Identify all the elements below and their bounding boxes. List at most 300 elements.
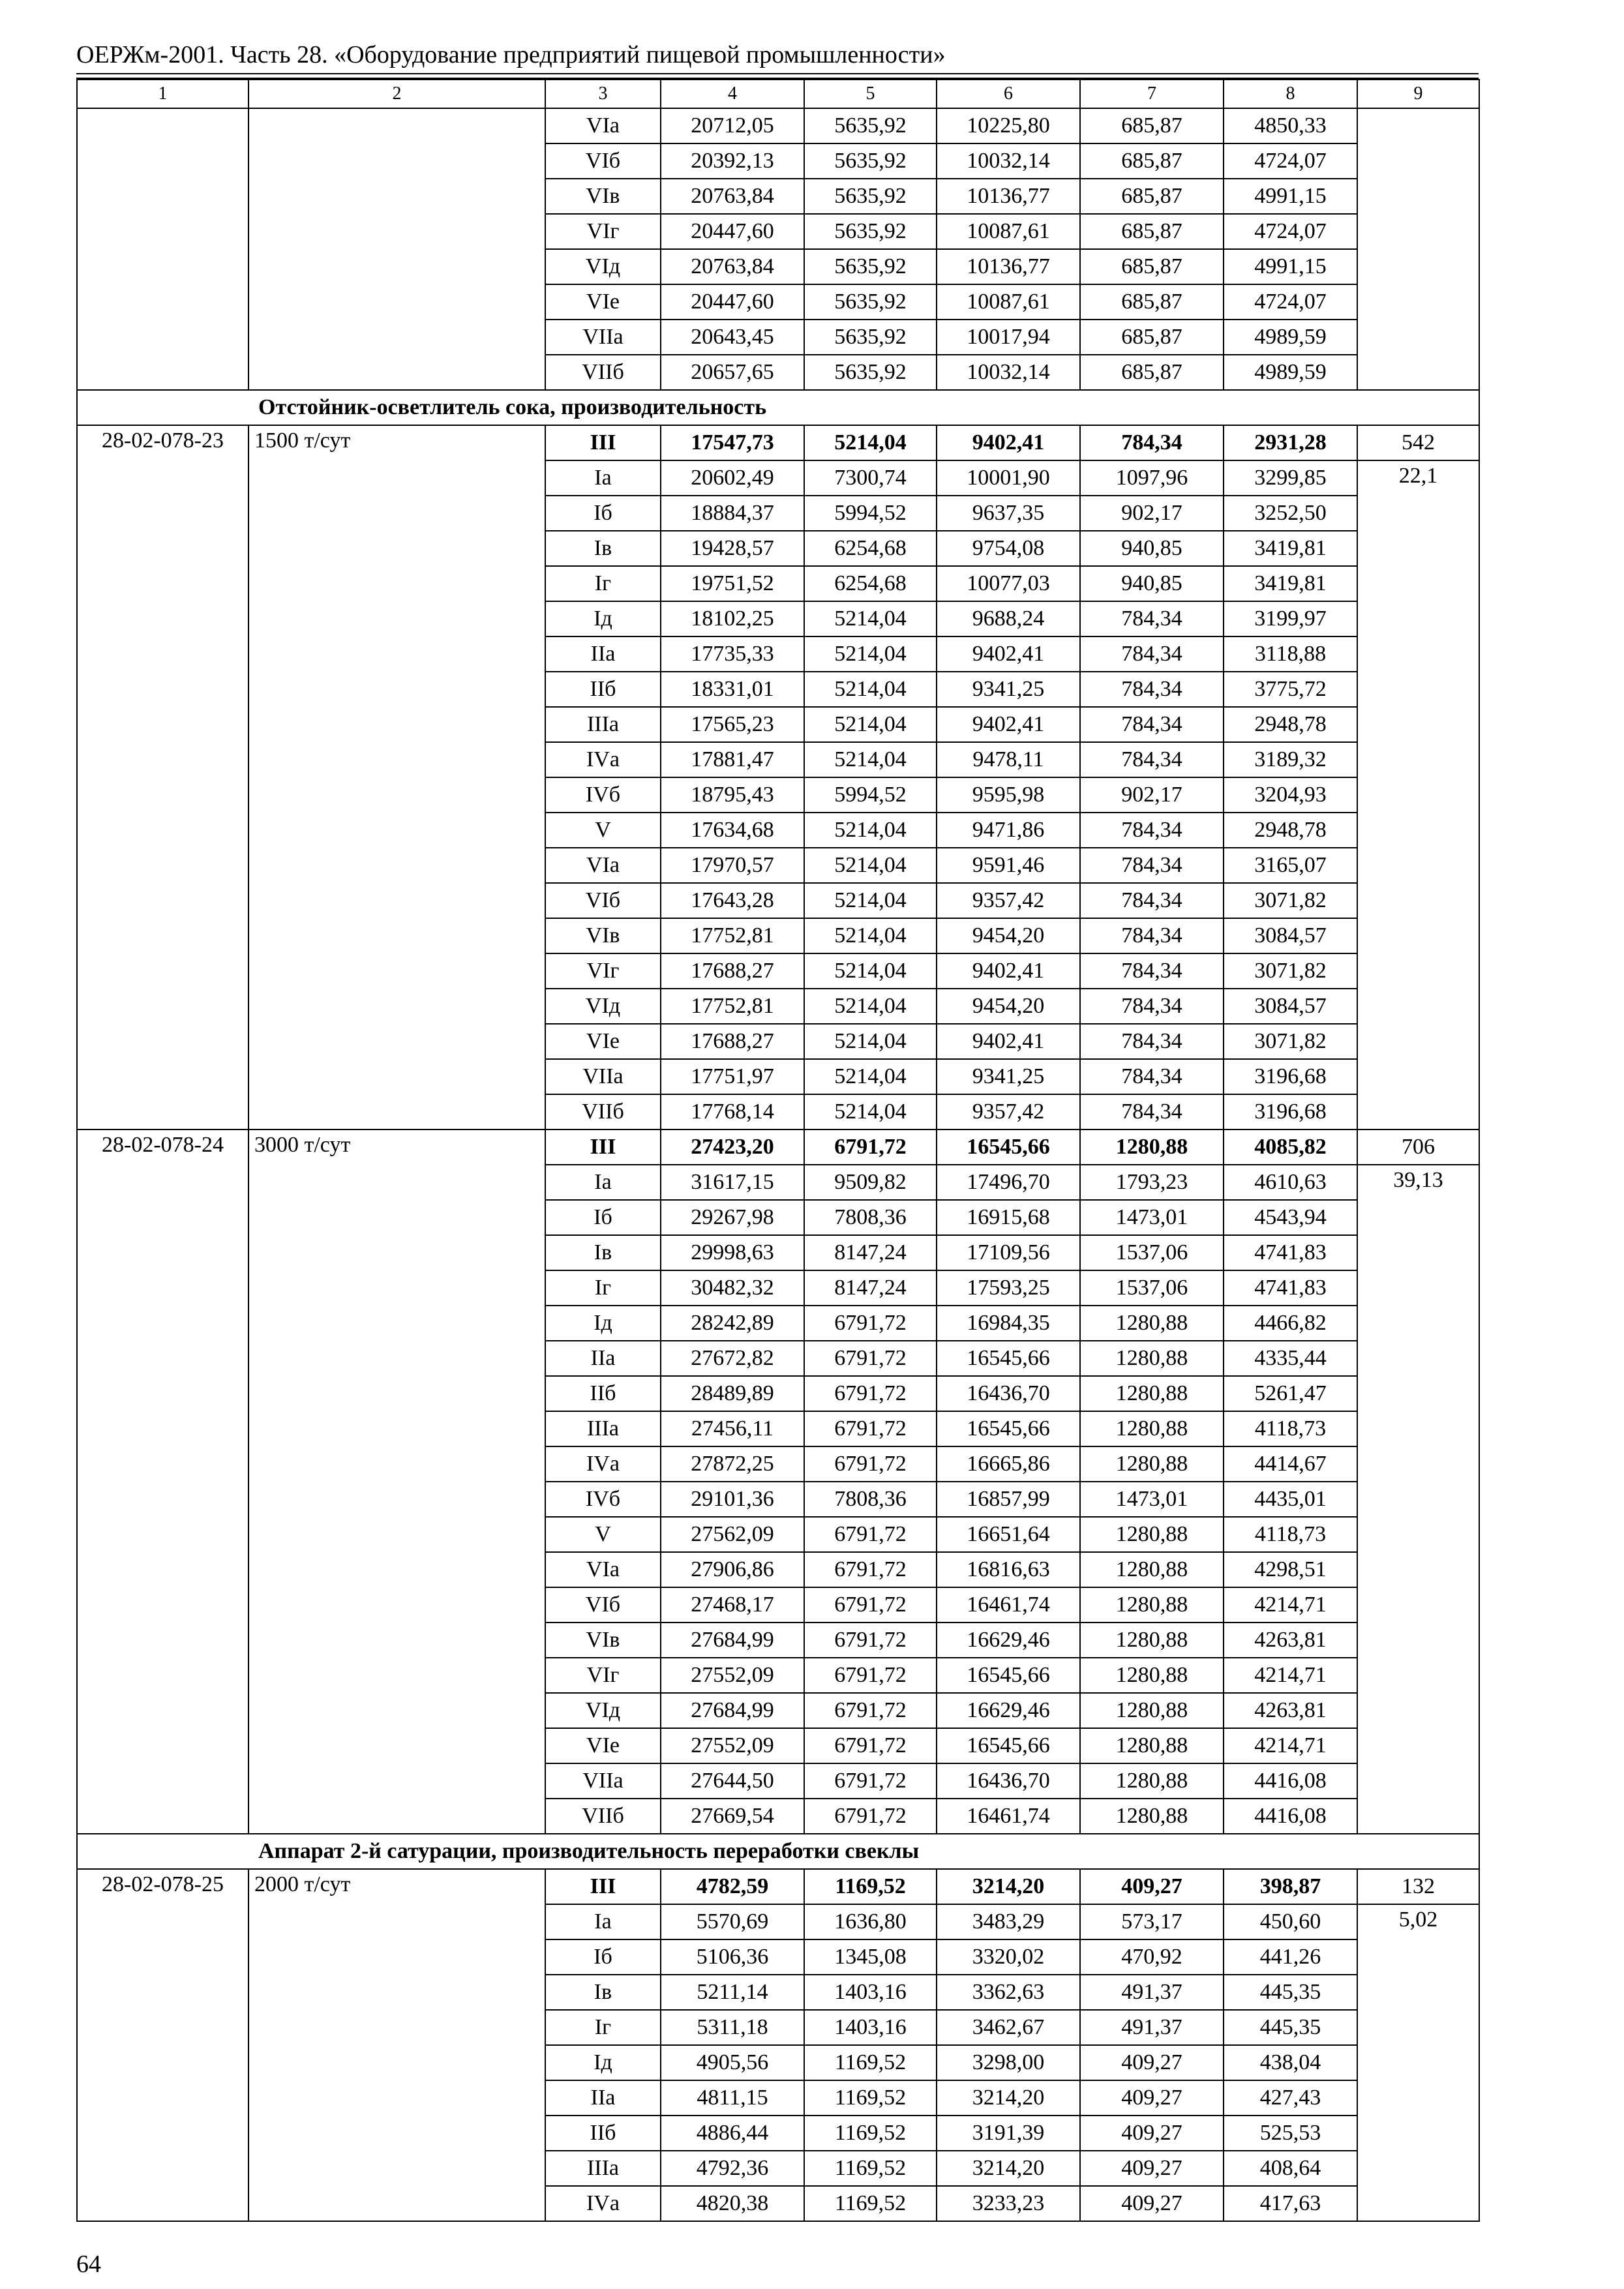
zone-cell: IIа (545, 636, 661, 672)
value-cell: 27684,99 (661, 1693, 804, 1728)
value-cell: 5214,04 (804, 425, 937, 460)
value-cell: 1403,16 (804, 1975, 937, 2010)
value-cell: 10136,77 (937, 249, 1080, 284)
value-cell: 1280,88 (1080, 1130, 1224, 1165)
value-cell: 19751,52 (661, 566, 804, 601)
value-cell: 6254,68 (804, 566, 937, 601)
value-cell: 27644,50 (661, 1763, 804, 1799)
value-cell: 4991,15 (1224, 249, 1357, 284)
value-cell: 9402,41 (937, 953, 1080, 989)
value-cell: 16915,68 (937, 1200, 1080, 1235)
value-cell: 784,34 (1080, 989, 1224, 1024)
value-cell: 5994,52 (804, 777, 937, 813)
code-cell: 28-02-078-24 (77, 1130, 248, 1834)
value-cell: 4118,73 (1224, 1517, 1357, 1552)
value-cell: 3462,67 (937, 2010, 1080, 2045)
table-row (77, 1130, 1479, 1165)
value-cell: 1169,52 (804, 2116, 937, 2151)
value-cell: 1280,88 (1080, 1552, 1224, 1587)
value-cell: 9454,20 (937, 989, 1080, 1024)
column-number: 1 (77, 80, 248, 108)
capacity-cell (248, 320, 545, 355)
resource-cell (1357, 320, 1479, 355)
value-cell: 9637,35 (937, 496, 1080, 531)
zone-cell: IIб (545, 2116, 661, 2151)
value-cell: 3204,93 (1224, 777, 1357, 813)
value-cell: 940,85 (1080, 566, 1224, 601)
value-cell: 784,34 (1080, 636, 1224, 672)
value-cell: 28489,89 (661, 1376, 804, 1411)
value-cell: 16984,35 (937, 1306, 1080, 1341)
value-cell: 450,60 (1224, 1904, 1357, 1939)
zone-cell: VIа (545, 848, 661, 883)
value-cell: 9402,41 (937, 425, 1080, 460)
value-cell: 1280,88 (1080, 1306, 1224, 1341)
value-cell: 685,87 (1080, 320, 1224, 355)
value-cell: 784,34 (1080, 953, 1224, 989)
value-cell: 3775,72 (1224, 672, 1357, 707)
table-row (77, 179, 1479, 214)
value-cell: 4724,07 (1224, 143, 1357, 179)
value-cell: 4214,71 (1224, 1728, 1357, 1763)
value-cell: 27468,17 (661, 1587, 804, 1623)
value-cell: 3196,68 (1224, 1094, 1357, 1130)
value-cell: 5214,04 (804, 989, 937, 1024)
capacity-cell (248, 249, 545, 284)
value-cell: 1169,52 (804, 2045, 937, 2080)
value-cell: 16857,99 (937, 1482, 1080, 1517)
value-cell: 4989,59 (1224, 320, 1357, 355)
zone-cell: Iг (545, 1270, 661, 1306)
value-cell: 27872,25 (661, 1446, 804, 1482)
value-cell: 1403,16 (804, 2010, 937, 2045)
value-cell: 5214,04 (804, 601, 937, 636)
value-cell: 1169,52 (804, 1869, 937, 1904)
value-cell: 1280,88 (1080, 1517, 1224, 1552)
value-cell: 5214,04 (804, 813, 937, 848)
value-cell: 4811,15 (661, 2080, 804, 2116)
value-cell: 20657,65 (661, 355, 804, 390)
zone-cell: VIIа (545, 1763, 661, 1799)
value-cell: 3419,81 (1224, 531, 1357, 566)
value-cell: 6791,72 (804, 1728, 937, 1763)
value-cell: 470,92 (1080, 1939, 1224, 1975)
value-cell: 29267,98 (661, 1200, 804, 1235)
zone-cell: VIе (545, 1728, 661, 1763)
value-cell: 491,37 (1080, 1975, 1224, 2010)
value-cell: 6791,72 (804, 1306, 937, 1341)
value-cell: 18331,01 (661, 672, 804, 707)
value-cell: 16545,66 (937, 1658, 1080, 1693)
page-header: ОЕРЖм-2001. Часть 28. «Оборудование предприятий пищевой промышленности» (76, 41, 946, 68)
value-cell: 20643,45 (661, 320, 804, 355)
value-cell: 9357,42 (937, 1094, 1080, 1130)
value-cell: 17970,57 (661, 848, 804, 883)
value-cell: 685,87 (1080, 284, 1224, 320)
column-number: 2 (248, 80, 545, 108)
value-cell: 16545,66 (937, 1728, 1080, 1763)
value-cell: 16461,74 (937, 1587, 1080, 1623)
value-cell: 5214,04 (804, 672, 937, 707)
value-cell: 9341,25 (937, 672, 1080, 707)
value-cell: 5214,04 (804, 883, 937, 918)
value-cell: 30482,32 (661, 1270, 804, 1306)
value-cell: 17688,27 (661, 1024, 804, 1059)
resource-cell: 706 (1357, 1130, 1479, 1165)
column-number: 8 (1224, 80, 1357, 108)
value-cell: 1169,52 (804, 2186, 937, 2221)
zone-cell: IIа (545, 2080, 661, 2116)
value-cell: 10032,14 (937, 355, 1080, 390)
value-cell: 4782,59 (661, 1869, 804, 1904)
value-cell: 5635,92 (804, 179, 937, 214)
value-cell: 9402,41 (937, 707, 1080, 742)
value-cell: 3165,07 (1224, 848, 1357, 883)
value-cell: 6791,72 (804, 1411, 937, 1446)
capacity-cell: 2000 т/сут (248, 1869, 545, 2221)
value-cell: 17634,68 (661, 813, 804, 848)
zone-cell: VIд (545, 249, 661, 284)
value-cell: 4741,83 (1224, 1270, 1357, 1306)
code-cell (77, 284, 248, 320)
value-cell: 784,34 (1080, 425, 1224, 460)
resource-cell: 132 (1357, 1869, 1479, 1904)
value-cell: 409,27 (1080, 2045, 1224, 2080)
value-cell: 2948,78 (1224, 707, 1357, 742)
value-cell: 16816,63 (937, 1552, 1080, 1587)
value-cell: 427,43 (1224, 2080, 1357, 2116)
value-cell: 9591,46 (937, 848, 1080, 883)
value-cell: 3189,32 (1224, 742, 1357, 777)
value-cell: 902,17 (1080, 777, 1224, 813)
value-cell: 27562,09 (661, 1517, 804, 1552)
value-cell: 1169,52 (804, 2080, 937, 2116)
value-cell: 417,63 (1224, 2186, 1357, 2221)
value-cell: 784,34 (1080, 672, 1224, 707)
value-cell: 3071,82 (1224, 883, 1357, 918)
value-cell: 5214,04 (804, 953, 937, 989)
zone-cell: VIе (545, 1024, 661, 1059)
resource-cell: 39,13 (1357, 1165, 1479, 1834)
value-cell: 685,87 (1080, 143, 1224, 179)
value-cell: 28242,89 (661, 1306, 804, 1341)
value-cell: 17593,25 (937, 1270, 1080, 1306)
zone-cell: VIIб (545, 1799, 661, 1834)
value-cell: 4416,08 (1224, 1799, 1357, 1834)
section-spacer (77, 390, 248, 425)
zone-cell: VIд (545, 989, 661, 1024)
value-cell: 17768,14 (661, 1094, 804, 1130)
value-cell: 685,87 (1080, 179, 1224, 214)
zone-cell: IIIа (545, 2151, 661, 2186)
value-cell: 2948,78 (1224, 813, 1357, 848)
value-cell: 6254,68 (804, 531, 937, 566)
code-cell (77, 179, 248, 214)
value-cell: 17688,27 (661, 953, 804, 989)
value-cell: 1097,96 (1080, 460, 1224, 496)
value-cell: 1169,52 (804, 2151, 937, 2186)
value-cell: 18102,25 (661, 601, 804, 636)
value-cell: 5214,04 (804, 1024, 937, 1059)
value-cell: 445,35 (1224, 1975, 1357, 2010)
value-cell: 27672,82 (661, 1341, 804, 1376)
value-cell: 9471,86 (937, 813, 1080, 848)
value-cell: 3298,00 (937, 2045, 1080, 2080)
resource-cell (1357, 214, 1479, 249)
value-cell: 6791,72 (804, 1658, 937, 1693)
value-cell: 4298,51 (1224, 1552, 1357, 1587)
value-cell: 5635,92 (804, 249, 937, 284)
column-number: 7 (1080, 80, 1224, 108)
zone-cell: VIб (545, 143, 661, 179)
value-cell: 4989,59 (1224, 355, 1357, 390)
zone-cell: VIIа (545, 1059, 661, 1094)
value-cell: 4335,44 (1224, 1341, 1357, 1376)
value-cell: 784,34 (1080, 918, 1224, 953)
zone-cell: Iг (545, 566, 661, 601)
zone-cell: IIа (545, 1341, 661, 1376)
value-cell: 6791,72 (804, 1517, 937, 1552)
value-cell: 3320,02 (937, 1939, 1080, 1975)
value-cell: 4416,08 (1224, 1763, 1357, 1799)
value-cell: 5635,92 (804, 284, 937, 320)
value-cell: 4214,71 (1224, 1587, 1357, 1623)
value-cell: 5106,36 (661, 1939, 804, 1975)
value-cell: 685,87 (1080, 214, 1224, 249)
value-cell: 398,87 (1224, 1869, 1357, 1904)
section-row (77, 1834, 1479, 1869)
value-cell: 9754,08 (937, 531, 1080, 566)
value-cell: 10017,94 (937, 320, 1080, 355)
zone-cell: Iг (545, 2010, 661, 2045)
value-cell: 3084,57 (1224, 989, 1357, 1024)
value-cell: 17643,28 (661, 883, 804, 918)
column-number: 5 (804, 80, 937, 108)
value-cell: 27423,20 (661, 1130, 804, 1165)
value-cell: 16629,46 (937, 1693, 1080, 1728)
value-cell: 6791,72 (804, 1587, 937, 1623)
value-cell: 4724,07 (1224, 284, 1357, 320)
value-cell: 902,17 (1080, 496, 1224, 531)
value-cell: 20447,60 (661, 214, 804, 249)
value-cell: 5214,04 (804, 707, 937, 742)
value-cell: 6791,72 (804, 1693, 937, 1728)
zone-cell: VIд (545, 1693, 661, 1728)
capacity-cell (248, 355, 545, 390)
value-cell: 17752,81 (661, 989, 804, 1024)
table-row (77, 143, 1479, 179)
value-cell: 6791,72 (804, 1446, 937, 1482)
value-cell: 3196,68 (1224, 1059, 1357, 1094)
value-cell: 6791,72 (804, 1130, 937, 1165)
value-cell: 1280,88 (1080, 1341, 1224, 1376)
code-cell (77, 108, 248, 143)
zone-cell: VIб (545, 1587, 661, 1623)
resource-cell (1357, 284, 1479, 320)
value-cell: 4850,33 (1224, 108, 1357, 143)
value-cell: 1345,08 (804, 1939, 937, 1975)
zone-cell: Iв (545, 1975, 661, 2010)
code-cell (77, 249, 248, 284)
zone-cell: VIб (545, 883, 661, 918)
value-cell: 9357,42 (937, 883, 1080, 918)
zone-cell: VIIа (545, 320, 661, 355)
zone-cell: IVа (545, 2186, 661, 2221)
value-cell: 1280,88 (1080, 1411, 1224, 1446)
table-row (77, 355, 1479, 390)
value-cell: 4724,07 (1224, 214, 1357, 249)
value-cell: 685,87 (1080, 355, 1224, 390)
zone-cell: Iа (545, 460, 661, 496)
zone-cell: VIв (545, 918, 661, 953)
value-cell: 4214,71 (1224, 1658, 1357, 1693)
value-cell: 4263,81 (1224, 1623, 1357, 1658)
value-cell: 4610,63 (1224, 1165, 1357, 1200)
value-cell: 1280,88 (1080, 1446, 1224, 1482)
value-cell: 784,34 (1080, 883, 1224, 918)
code-cell (77, 143, 248, 179)
resource-cell (1357, 249, 1479, 284)
value-cell: 9402,41 (937, 1024, 1080, 1059)
value-cell: 5214,04 (804, 918, 937, 953)
value-cell: 525,53 (1224, 2116, 1357, 2151)
value-cell: 17496,70 (937, 1165, 1080, 1200)
value-cell: 784,34 (1080, 742, 1224, 777)
value-cell: 4886,44 (661, 2116, 804, 2151)
value-cell: 784,34 (1080, 848, 1224, 883)
value-cell: 409,27 (1080, 2080, 1224, 2116)
value-cell: 4543,94 (1224, 1200, 1357, 1235)
zone-cell: Iв (545, 1235, 661, 1270)
value-cell: 4118,73 (1224, 1411, 1357, 1446)
value-cell: 6791,72 (804, 1799, 937, 1834)
capacity-cell (248, 108, 545, 143)
value-cell: 6791,72 (804, 1376, 937, 1411)
table-row (77, 214, 1479, 249)
value-cell: 3214,20 (937, 1869, 1080, 1904)
value-cell: 3233,23 (937, 2186, 1080, 2221)
value-cell: 1280,88 (1080, 1728, 1224, 1763)
value-cell: 9509,82 (804, 1165, 937, 1200)
value-cell: 685,87 (1080, 108, 1224, 143)
value-cell: 10087,61 (937, 284, 1080, 320)
value-cell: 784,34 (1080, 707, 1224, 742)
zone-cell: VIг (545, 1658, 661, 1693)
table-row (77, 108, 1479, 143)
value-cell: 5635,92 (804, 214, 937, 249)
value-cell: 1537,06 (1080, 1235, 1224, 1270)
value-cell: 27456,11 (661, 1411, 804, 1446)
zone-cell: Iа (545, 1904, 661, 1939)
value-cell: 10136,77 (937, 179, 1080, 214)
value-cell: 16461,74 (937, 1799, 1080, 1834)
value-cell: 409,27 (1080, 2151, 1224, 2186)
section-row (77, 390, 1479, 425)
resource-cell: 22,1 (1357, 460, 1479, 1130)
value-cell: 16651,64 (937, 1517, 1080, 1552)
column-number: 6 (937, 80, 1080, 108)
value-cell: 5635,92 (804, 355, 937, 390)
section-spacer (77, 1834, 248, 1869)
value-cell: 438,04 (1224, 2045, 1357, 2080)
zone-cell: VIе (545, 284, 661, 320)
value-cell: 4085,82 (1224, 1130, 1357, 1165)
value-cell: 5214,04 (804, 1094, 937, 1130)
value-cell: 3483,29 (937, 1904, 1080, 1939)
value-cell: 784,34 (1080, 1094, 1224, 1130)
value-cell: 573,17 (1080, 1904, 1224, 1939)
value-cell: 8147,24 (804, 1270, 937, 1306)
value-cell: 7808,36 (804, 1482, 937, 1517)
value-cell: 20602,49 (661, 460, 804, 496)
value-cell: 5570,69 (661, 1904, 804, 1939)
resource-cell: 542 (1357, 425, 1479, 460)
value-cell: 3252,50 (1224, 496, 1357, 531)
capacity-cell (248, 179, 545, 214)
value-cell: 16629,46 (937, 1623, 1080, 1658)
value-cell: 5214,04 (804, 636, 937, 672)
value-cell: 5214,04 (804, 1059, 937, 1094)
value-cell: 5635,92 (804, 320, 937, 355)
section-heading: Отстойник-осветлитель сока, производительность (248, 390, 1479, 425)
capacity-cell: 1500 т/сут (248, 425, 545, 1130)
code-cell (77, 214, 248, 249)
resource-cell (1357, 355, 1479, 390)
zone-cell: IVб (545, 1482, 661, 1517)
value-cell: 17752,81 (661, 918, 804, 953)
zone-cell: VIа (545, 1552, 661, 1587)
value-cell: 31617,15 (661, 1165, 804, 1200)
zone-cell: IIб (545, 672, 661, 707)
code-cell (77, 355, 248, 390)
value-cell: 3071,82 (1224, 953, 1357, 989)
column-number: 4 (661, 80, 804, 108)
value-cell: 784,34 (1080, 1059, 1224, 1094)
value-cell: 27552,09 (661, 1658, 804, 1693)
value-cell: 20712,05 (661, 108, 804, 143)
value-cell: 10077,03 (937, 566, 1080, 601)
value-cell: 6791,72 (804, 1552, 937, 1587)
table-row (77, 320, 1479, 355)
zone-cell: VIг (545, 214, 661, 249)
value-cell: 27552,09 (661, 1728, 804, 1763)
value-cell: 1280,88 (1080, 1763, 1224, 1799)
value-cell: 784,34 (1080, 601, 1224, 636)
value-cell: 409,27 (1080, 2116, 1224, 2151)
value-cell: 1280,88 (1080, 1623, 1224, 1658)
value-cell: 16545,66 (937, 1341, 1080, 1376)
value-cell: 5211,14 (661, 1975, 804, 2010)
zone-cell: IIб (545, 1376, 661, 1411)
value-cell: 20763,84 (661, 179, 804, 214)
value-cell: 445,35 (1224, 2010, 1357, 2045)
value-cell: 3419,81 (1224, 566, 1357, 601)
zone-cell: Iд (545, 2045, 661, 2080)
value-cell: 3299,85 (1224, 460, 1357, 496)
value-cell: 6791,72 (804, 1763, 937, 1799)
value-cell: 29998,63 (661, 1235, 804, 1270)
zone-cell: III (545, 1130, 661, 1165)
value-cell: 16436,70 (937, 1763, 1080, 1799)
value-cell: 16545,66 (937, 1130, 1080, 1165)
value-cell: 3362,63 (937, 1975, 1080, 2010)
value-cell: 491,37 (1080, 2010, 1224, 2045)
zone-cell: III (545, 425, 661, 460)
value-cell: 16436,70 (937, 1376, 1080, 1411)
value-cell: 1537,06 (1080, 1270, 1224, 1306)
resource-cell (1357, 179, 1479, 214)
value-cell: 7808,36 (804, 1200, 937, 1235)
